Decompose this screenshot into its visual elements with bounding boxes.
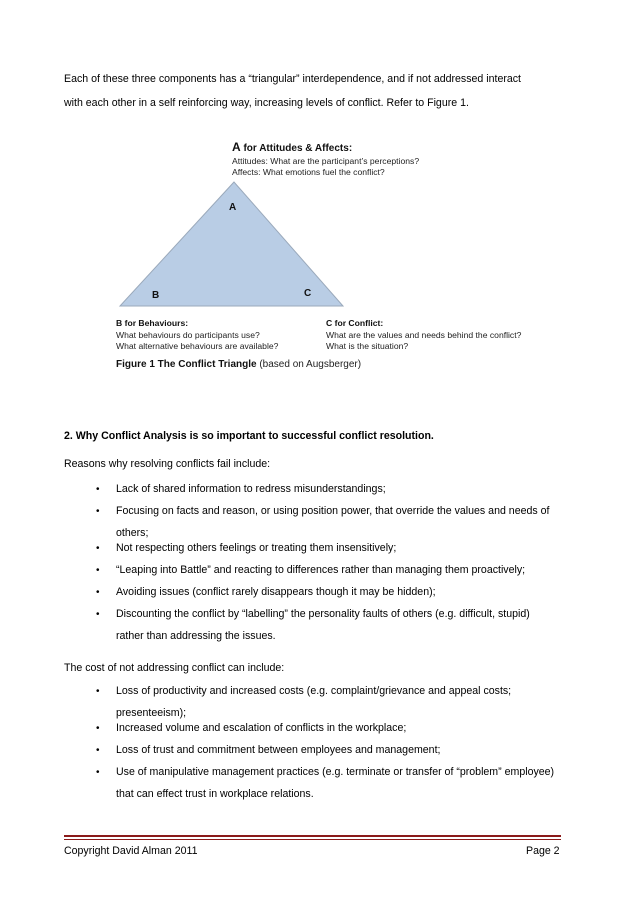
figure-caption-rest: (based on Augsberger) [256, 359, 362, 370]
conflict-triangle-figure [112, 136, 552, 376]
section-2-heading: 2. Why Conflict Analysis is so important to successful conflict resolution. [64, 430, 434, 442]
intro-line-2: with each other in a self reinforcing way, increasing levels of conflict. Refer to Figure 1. [64, 97, 469, 109]
footer-page-number: Page 2 [526, 845, 560, 857]
footer-rule-thin [64, 839, 561, 840]
reason-item-2-line-1: Focusing on facts and reason, or using position power, that override the values and needs of [116, 505, 550, 517]
c-line-1: What are the values and needs behind the conflict? [326, 330, 522, 340]
figure-caption [116, 358, 361, 371]
a-heading-rest: for Attitudes & Affects: [240, 143, 353, 154]
a-line-1: Attitudes: What are the participant’s perceptions? [232, 156, 420, 166]
vertex-c-label: C [304, 288, 312, 299]
b-line-2: What alternative behaviours are available? [116, 341, 279, 351]
c-line-2: What is the situation? [326, 341, 409, 351]
bullet-icon: • [96, 506, 100, 517]
reason-item-6-line-2: rather than addressing the issues. [116, 630, 276, 642]
a-line-2: Affects: What emotions fuel the conflict? [232, 167, 385, 177]
reason-item-4-line-1: “Leaping into Battle” and reacting to differences rather than managing them proactively; [116, 564, 526, 576]
cost-item-3-line-1: Loss of trust and commitment between employees and management; [116, 744, 441, 756]
cost-item-4-line-2: that can effect trust in workplace relations. [116, 788, 314, 800]
reason-item-3-line-1: Not respecting others feelings or treating them insensitively; [116, 542, 397, 554]
cost-intro: The cost of not addressing conflict can include: [64, 662, 285, 674]
footer-copyright: Copyright David Alman 2011 [64, 845, 198, 857]
reason-item-6-line-1: Discounting the conflict by “labelling” the personality faults of others (e.g. difficult, stupid) [116, 608, 530, 620]
cost-item-1-line-2: presenteeism); [116, 707, 187, 719]
bullet-icon: • [96, 543, 100, 554]
c-heading: C for Conflict: [326, 318, 384, 328]
reasons-intro: Reasons why resolving conflicts fail include: [64, 458, 271, 470]
bullet-icon: • [96, 609, 100, 620]
reason-item-1-line-1: Lack of shared information to redress misunderstandings; [116, 483, 386, 495]
reason-item-5-line-1: Avoiding issues (conflict rarely disappears though it may be hidden); [116, 586, 436, 598]
cost-item-2-line-1: Increased volume and escalation of conflicts in the workplace; [116, 722, 407, 734]
figure-caption-bold: Figure 1 The Conflict Triangle [116, 359, 257, 370]
cost-item-1-line-1: Loss of productivity and increased costs (e.g. complaint/grievance and appeal costs; [116, 685, 512, 697]
a-heading-letter: A [232, 140, 241, 154]
cost-item-4-line-1: Use of manipulative management practices (e.g. terminate or transfer of “problem” employee) [116, 766, 555, 778]
reason-item-2-line-2: others; [116, 527, 149, 539]
vertex-a-label: A [229, 202, 237, 213]
vertex-b-label: B [152, 290, 160, 301]
b-line-1: What behaviours do participants use? [116, 330, 260, 340]
a-heading [232, 142, 352, 154]
b-heading: B for Behaviours: [116, 318, 189, 328]
bullet-icon: • [96, 587, 100, 598]
bullet-icon: • [96, 565, 100, 576]
bullet-icon: • [96, 767, 100, 778]
bullet-icon: • [96, 745, 100, 756]
footer-rule-thick [64, 835, 561, 837]
bullet-icon: • [96, 484, 100, 495]
bullet-icon: • [96, 686, 100, 697]
bullet-icon: • [96, 723, 100, 734]
intro-line-1: Each of these three components has a “triangular” interdependence, and if not addressed interact [64, 73, 521, 85]
